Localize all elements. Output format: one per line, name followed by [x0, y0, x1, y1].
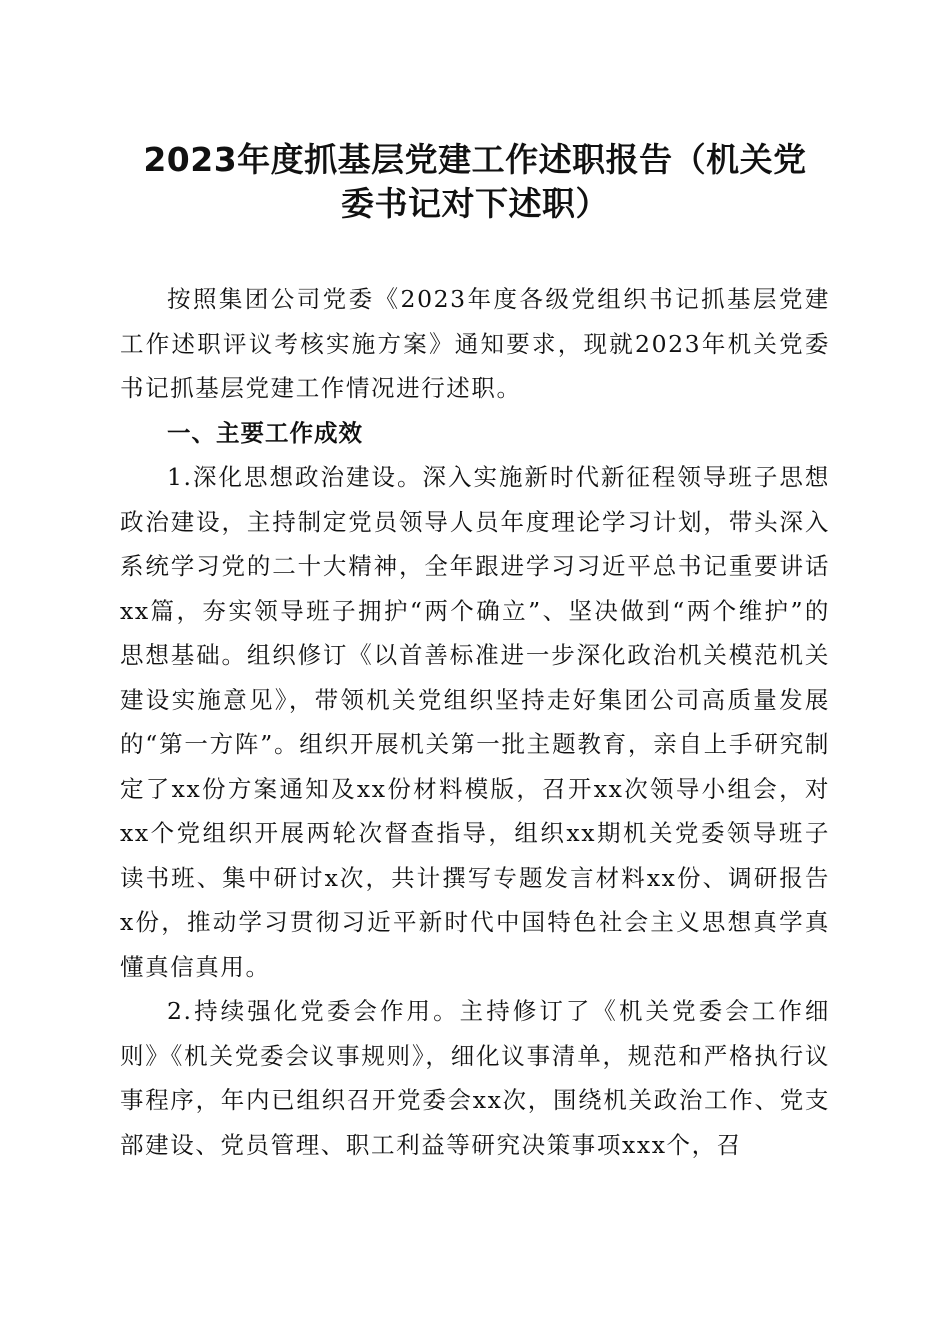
- item-1-paragraph: 1.深化思想政治建设。深入实施新时代新征程领导班子思想政治建设，主持制定党员领导人员年度理论学习计划，带头深入系统学习党的二十大精神，全年跟进学习习近平总书记重要讲话xx篇，夯实领导班子拥护“两个确立”、坚决做到“两个维护”的思想基础。组织修订《以首善标准进一步深化政治机关模范机关建设实施意见》，带领机关党组织坚持走好集团公司高质量发展的“第一方阵”。组织开展机关第一批主题教育，亲自上手研究制定了xx份方案通知及xx份材料模版，召开xx次领导小组会，对xx个党组织开展两轮次督查指导，组织xx期机关党委领导班子读书班、集中研讨x次，共计撰写专题发言材料xx份、调研报告x份，推动学习贯彻习近平新时代中国特色社会主义思想真学真懂真信真用。: [120, 463, 830, 981]
- item-2-paragraph: 2.持续强化党委会作用。主持修订了《机关党委会工作细则》《机关党委会议事规则》，细化议事清单，规范和严格执行议事程序，年内已组织召开党委会xx次，围绕机关政治工作、党支部建设、党员管理、职工利益等研究决策事项xxx个，召: [120, 997, 830, 1159]
- title-line-2: 委书记对下述职）: [341, 184, 609, 223]
- section-heading: 一、主要工作成效: [167, 418, 363, 447]
- title-line-1: 2023年度抓基层党建工作述职报告（机关党: [143, 140, 807, 179]
- intro-paragraph: 按照集团公司党委《2023年度各级党组织书记抓基层党建工作述职评议考核实施方案》通知要求，现就2023年机关党委书记抓基层党建工作情况进行述职。: [120, 285, 830, 402]
- document-title: [120, 138, 830, 226]
- document-body: [120, 277, 830, 1167]
